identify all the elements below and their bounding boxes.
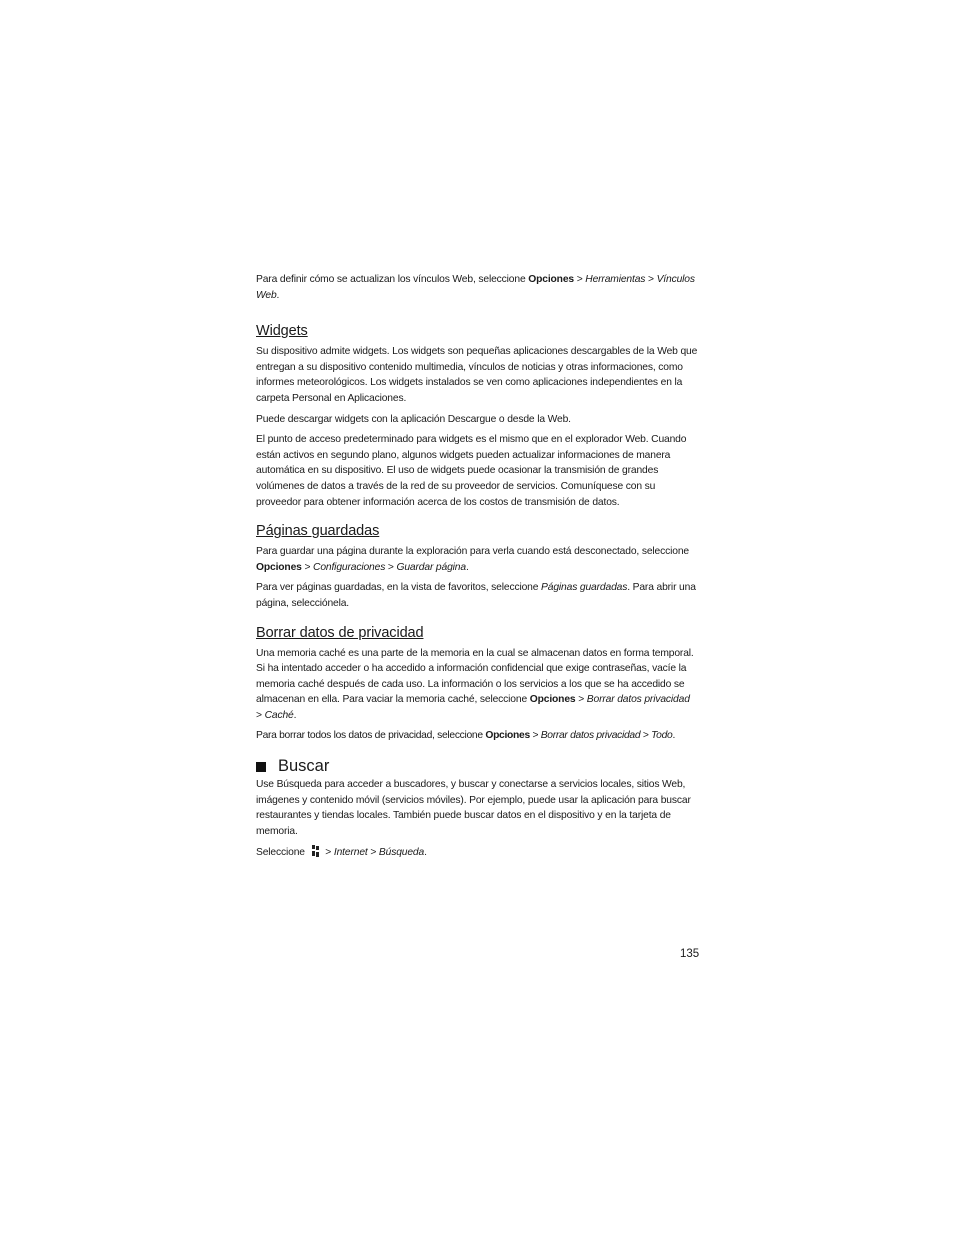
path-separator: >: [385, 561, 397, 573]
path-separator: >: [367, 847, 379, 859]
menu-guardar-pagina: Guardar página: [396, 561, 466, 573]
menu-herramientas: Herramientas: [585, 274, 646, 285]
menu-cache: Caché: [264, 709, 294, 721]
widgets-paragraph-1: Su dispositivo admite widgets. Los widgets son pequeñas aplicaciones descargables de la Web que entregan a su dispositivo contenido multimedia, vínculos de noticias y otras informaciones, como informes meteorológicos. Los widgets instalados se ven como aplicaciones independientes en la carpeta Personal en Aplicaciones.: [256, 346, 698, 404]
privacy-text: Para borrar todos los datos de privacidad, seleccione: [256, 730, 486, 742]
search-heading-text: Buscar: [278, 757, 330, 776]
period: .: [293, 709, 297, 721]
section-bullet-icon: [256, 762, 266, 772]
menu-opciones: Opciones: [256, 561, 302, 573]
path-separator: >: [256, 709, 265, 721]
path-separator: >: [575, 694, 587, 706]
saved-pages-text: Para guardar una página durante la exploración para verla cuando está desconectado, seleccione: [256, 546, 689, 558]
saved-pages-text: . Para abrir una página, selecciónela.: [256, 582, 696, 609]
menu-todo: Todo: [651, 730, 673, 742]
path-separator: >: [301, 561, 314, 573]
menu-opciones: Opciones: [485, 730, 530, 742]
menu-opciones: Opciones: [528, 274, 574, 285]
menu-internet: Internet: [333, 847, 368, 859]
saved-pages-heading: Páginas guardadas: [256, 523, 380, 540]
path-separator: >: [573, 274, 586, 285]
menu-borrar-datos-privacidad: Borrar datos privacidad: [586, 694, 690, 706]
menu-busqueda: Búsqueda: [378, 847, 425, 859]
page-number: 135: [680, 948, 700, 960]
menu-borrar-datos-privacidad: Borrar datos privacidad: [540, 730, 641, 742]
menu-paginas-guardadas: Páginas guardadas: [541, 582, 628, 594]
privacy-paragraph-1: [256, 646, 698, 724]
path-separator: >: [529, 730, 541, 742]
path-separator: >: [322, 847, 334, 859]
document-body: [256, 272, 698, 866]
privacy-paragraph-2: [256, 728, 698, 744]
saved-pages-paragraph-1: [256, 544, 698, 575]
intro-text: Para definir cómo se actualizan los vínculos Web, seleccione: [256, 274, 529, 285]
privacy-heading: Borrar datos de privacidad: [256, 624, 424, 641]
menu-opciones: Opciones: [529, 694, 576, 706]
period: .: [672, 730, 676, 742]
menu-configuraciones: Configuraciones: [313, 561, 386, 573]
widgets-heading: Widgets: [256, 323, 308, 340]
menu-vinculos-web: Vínculos Web: [256, 274, 695, 301]
intro-paragraph: [256, 272, 698, 303]
period: .: [276, 289, 280, 301]
search-paragraph-2: [256, 844, 698, 861]
search-paragraph-1: Use Búsqueda para acceder a buscadores, y buscar y conectarse a servicios locales, sitios Web, imágenes y contenido móvil (servicios móviles). Por ejemplo, puede usar la aplicación para buscar restaurantes y tiendas locales. También puede buscar datos en el dispositivo y en la tarjeta de memoria.: [256, 779, 691, 837]
widgets-paragraph-2: Puede descargar widgets con la aplicación Descargue o desde la Web.: [256, 413, 571, 425]
saved-pages-text: Para ver páginas guardadas, en la vista de favoritos, seleccione: [256, 582, 542, 594]
search-heading: [256, 757, 698, 776]
period: .: [465, 561, 469, 573]
path-separator: >: [645, 274, 657, 285]
period: .: [424, 847, 427, 859]
privacy-text: Una memoria caché es una parte de la memoria en la cual se almacenan datos en forma temporal. Si ha intentado acceder o ha accedido a información confidencial que exige contraseñas, vacíe la memoria caché después de cada uso. La información o los servicios a los que se ha accedido se almacenan en ella. Para vaciar la memoria caché, seleccione: [256, 647, 694, 706]
search-text: Seleccione: [256, 847, 308, 859]
menu-key-icon: [310, 844, 321, 858]
path-separator: >: [640, 730, 652, 742]
widgets-paragraph-3: El punto de acceso predeterminado para widgets es el mismo que en el explorador Web. Cuando están activos en segundo plano, algunos widgets pueden actualizar informaciones de manera automática en su dispositivo. El uso de widgets puede ocasionar la transmisión de grandes volúmenes de datos a través de la red de su proveedor de servicios. Comuníquese con su proveedor para obtener información acerca de los costos de transmisión de datos.: [256, 434, 687, 508]
saved-pages-paragraph-2: [256, 580, 698, 611]
